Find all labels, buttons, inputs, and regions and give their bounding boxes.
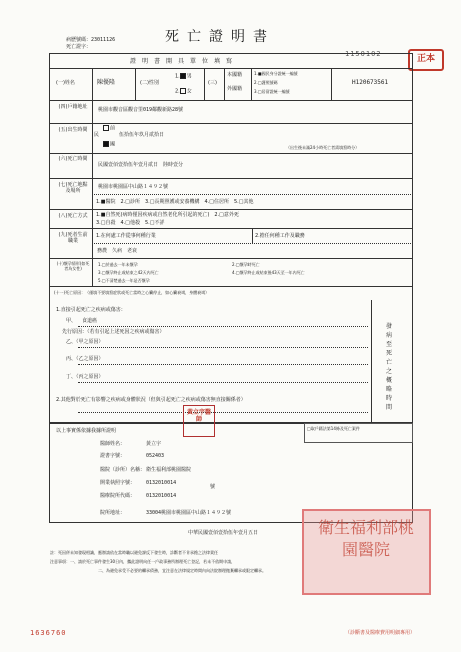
note-line-3: 二、為避免承受不必要的繼承債務，宜注意在法律規定時間內向法院辦理拋棄繼承或限定繼承。 [98, 568, 266, 573]
doctor-label: 醫師姓名： [100, 441, 126, 447]
death-place-type: 1.■醫院 2.□診所 3.□長期照護或安養機構 4.□住居所 5.□其他 [96, 199, 254, 205]
birth-note: （出生後未滿24小時死亡者需填寫時分） [286, 145, 360, 150]
issuer-band-title: 證明書開具單位填寫 [130, 58, 239, 65]
doctor-name: 黃立宇 [146, 441, 162, 447]
birth-era-option-2: 民 [94, 132, 100, 138]
nationality-foreign-label: 外國籍 [227, 86, 243, 92]
birth-date: 伍拾伍年玖月貳拾日 [119, 132, 165, 138]
pregnancy-option-5: 5.□不清楚過去一年是否懷孕 [98, 278, 150, 283]
death-time-label: (六)死亡時間 [58, 156, 88, 162]
domicile-label: (四)戶籍地址 [58, 104, 88, 110]
hospital-label: 醫院（診所）名稱： [100, 467, 146, 473]
id-option-3: 3.□居留證統一編號 [254, 89, 290, 94]
hospital-seal-stamp: 衛生福利部桃園醫院 [302, 509, 431, 595]
received-date-stamp: 1150102 [345, 50, 382, 58]
section-three-label: (三) [208, 80, 217, 86]
occupation-label: (九)死者生前職業 [58, 232, 88, 244]
occupation-column-2: 2.擔任何種工作及職務 [255, 233, 305, 239]
certificate-number-label: 死亡證字： [66, 44, 92, 50]
issue-date: 中華民國壹佰壹拾伍年壹月五日 [188, 530, 259, 536]
name-label: (一)姓名 [56, 80, 75, 86]
address-label: 院所地址： [100, 510, 126, 516]
certify-heading: 以上事實係依據我據所證明 [56, 428, 117, 434]
id-option-2: 2.□護照號碼 [254, 80, 278, 85]
manner-of-death-label: (八)死亡方式 [58, 213, 88, 219]
birth-time-label: (五)出生時間 [58, 127, 88, 133]
decedent-name: 陳優隆 [97, 79, 116, 86]
antecedent-cause-label: 先行原因：（若有引起上述死因之疾病或傷害） [62, 329, 165, 335]
household-law-check: □取戶籍法第14條及死亡案件 [307, 426, 360, 431]
registration-label: 開業執照字號： [100, 480, 136, 486]
cause-b-label: 乙、（甲之原因） [66, 339, 104, 345]
death-place-label: (七)死亡地點及場所 [58, 182, 88, 194]
hospital-name: 衛生福利部桃園醫院 [146, 467, 192, 473]
death-time: 民國壹佰壹拾伍年壹月貳日 陸時壹分 [98, 162, 184, 168]
cause-line-2: 2.其他對於死亡有影響之疾病或身體狀況（但與引起死亡之疾病或傷害無直接關係者） [56, 397, 246, 403]
license-number: 052403 [146, 453, 165, 459]
registration-suffix: 號 [210, 484, 216, 490]
pregnancy-label: (十)懷孕情形(如死者為女性) [56, 261, 90, 271]
pregnancy-option-1: 1.□於過去一年未懷孕 [98, 262, 138, 267]
institution-code-label: 醫療院所代碼： [100, 493, 136, 499]
serial-number: 1636760 [30, 629, 67, 637]
cause-c-label: 丙、（乙之原因） [66, 356, 104, 362]
sex-male-option: 1. 男 [175, 73, 192, 80]
footer-note: （診斷書及醫療費用明細專用） [345, 630, 416, 636]
cause-a-label: 甲、 [66, 318, 77, 324]
institution-address: 33004桃園市桃園區中山路１４９２號 [146, 510, 232, 516]
occupation-column-1: 1.在何處工作從事何種行業 [96, 233, 156, 239]
birth-era-option-3: 國 [103, 141, 115, 148]
sex-label: (二)性別 [140, 80, 159, 86]
pregnancy-option-3: 3.□懷孕終止或結束之42天內死亡 [98, 270, 159, 275]
note-line-1: 註：死因併未知發現相識，應辦請依在當時職以避免課反下發生時，診斷者不肯承擔之法律責任 [50, 550, 218, 555]
institution-code: 0132010014 [146, 493, 177, 499]
manner-option-line-1: 1.■自然死(病時僅因疾病或自然老化所引起的死亡) 2.□意外死 [96, 212, 239, 218]
doctor-seal-stamp: 黃立宇醫師 [183, 405, 215, 437]
case-number: 病歷號碼：23011126 [66, 37, 116, 43]
pregnancy-option-2: 2.□懷孕時死亡 [232, 262, 260, 267]
pregnancy-option-4: 4.□懷孕終止或結束後43天至一年內死亡 [232, 270, 305, 275]
cause-heading: (十一)死亡原因：（僅填不要填寫症狀或死亡當時之心臟停止，如心臟衰竭，身體衰竭） [54, 290, 210, 295]
id-number: H120673561 [352, 79, 389, 86]
nationality-local-label: 本國籍 [227, 72, 243, 78]
domicile-address: 桃園市觀音區觀音里019鄰觀新路28號 [98, 107, 184, 113]
cause-d-label: 丁、（丙之原因） [66, 374, 104, 380]
document-title: 死亡證明書 [165, 29, 275, 45]
occupation-value: 務農 久病 老衰 [97, 248, 138, 254]
sex-female-option: 2. 女 [175, 88, 192, 95]
cause-line-1: 1.直接引起死亡之疾病或傷害： [56, 307, 126, 313]
original-seal: 正本 [408, 49, 444, 71]
manner-option-line-2: 3.□自殺 4.□他殺 5.□不詳 [96, 220, 165, 226]
id-option-1: 1.■國民身分證統一編號 [254, 71, 298, 76]
registration-number: 0132010014 [146, 480, 177, 486]
birth-era-option-1: 前 [103, 125, 115, 132]
onset-to-death-label: 發病至死亡之概略時間 [386, 323, 393, 411]
cause-a-value: 食道癌 [82, 318, 98, 324]
death-place-address: 桃園市桃園區中山路１４９２號 [98, 184, 169, 190]
note-line-2: 注意事項：一、請於死亡事件發生30日內，攜此證明向任一戶政事務所辦理死亡登記，若未不依期申請， [50, 559, 236, 564]
license-label: 證書字號： [100, 453, 126, 459]
